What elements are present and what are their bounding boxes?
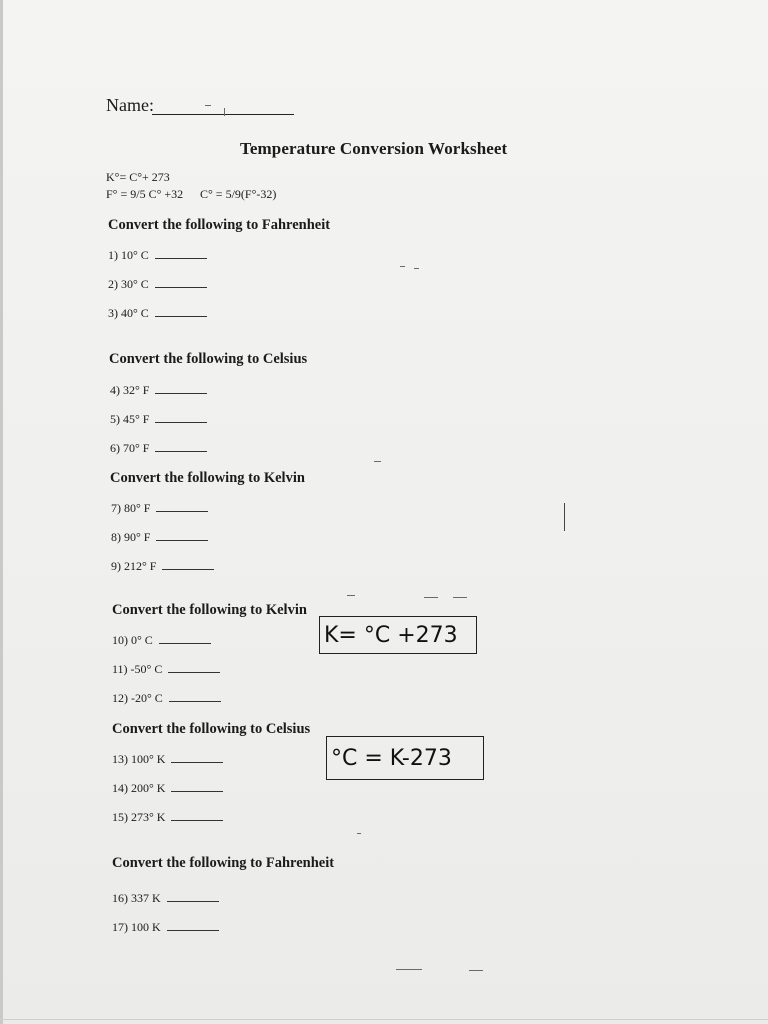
question-17 — [112, 920, 219, 935]
question-label: 6) 70° F — [110, 441, 150, 455]
stray-mark — [469, 970, 483, 971]
formula-kelvin: K°= C°+ 273 — [106, 170, 170, 184]
question-label: 15) 273° K — [112, 810, 166, 824]
question-label: 13) 100° K — [112, 752, 166, 766]
question-11 — [112, 662, 220, 677]
answer-blank[interactable] — [171, 791, 223, 792]
stray-mark — [357, 833, 361, 834]
section-heading-fahrenheit-2: Convert the following to Fahrenheit — [112, 855, 335, 871]
question-13 — [112, 752, 223, 767]
stray-mark — [347, 595, 355, 596]
formula-celsius: C° = 5/9(F°-32) — [200, 187, 277, 201]
formula-fahrenheit: F° = 9/5 C° +32 — [106, 187, 184, 201]
stray-mark — [414, 268, 419, 269]
answer-blank[interactable] — [162, 569, 214, 570]
question-16 — [112, 891, 219, 906]
handwritten-text: °C = K-273 — [331, 745, 452, 771]
answer-blank[interactable] — [156, 511, 208, 512]
scan-edge-bottom — [0, 1019, 768, 1020]
page-title: Temperature Conversion Worksheet — [240, 139, 508, 158]
stray-mark — [396, 969, 422, 970]
handwritten-kelvin-formula — [319, 616, 477, 654]
question-7 — [111, 501, 208, 516]
section-heading-kelvin-2: Convert the following to Kelvin — [112, 602, 307, 618]
answer-blank[interactable] — [167, 930, 219, 931]
question-5 — [110, 412, 207, 427]
question-label: 9) 212° F — [111, 559, 157, 573]
question-12 — [112, 691, 221, 706]
answer-blank[interactable] — [155, 451, 207, 452]
pen-mark — [205, 105, 211, 106]
answer-blank[interactable] — [155, 422, 207, 423]
section-heading-fahrenheit-1: Convert the following to Fahrenheit — [108, 217, 331, 233]
question-label: 11) -50° C — [112, 662, 163, 676]
answer-blank[interactable] — [155, 258, 207, 259]
question-label: 3) 40° C — [108, 306, 149, 320]
question-6 — [110, 441, 207, 456]
question-label: 7) 80° F — [111, 501, 151, 515]
question-10 — [112, 633, 211, 648]
answer-blank[interactable] — [171, 820, 223, 821]
answer-blank[interactable] — [155, 393, 207, 394]
question-15 — [112, 810, 223, 825]
stray-mark — [374, 461, 381, 462]
answer-blank[interactable] — [155, 316, 207, 317]
question-label: 10) 0° C — [112, 633, 153, 647]
stray-mark — [453, 597, 467, 598]
section-heading-celsius-1: Convert the following to Celsius — [109, 351, 308, 367]
question-label: 5) 45° F — [110, 412, 150, 426]
name-label: Name: — [106, 95, 154, 115]
pen-mark — [224, 108, 225, 116]
question-2 — [108, 277, 207, 292]
answer-blank[interactable] — [171, 762, 223, 763]
scan-edge — [0, 0, 3, 1024]
question-label: 4) 32° F — [110, 383, 150, 397]
answer-blank[interactable] — [156, 540, 208, 541]
question-1 — [108, 248, 207, 263]
section-heading-celsius-2: Convert the following to Celsius — [112, 721, 311, 737]
answer-blank[interactable] — [159, 643, 211, 644]
question-label: 12) -20° C — [112, 691, 163, 705]
question-8 — [111, 530, 208, 545]
stray-mark — [564, 503, 565, 531]
section-heading-kelvin-1: Convert the following to Kelvin — [110, 470, 305, 486]
question-3 — [108, 306, 207, 321]
handwritten-celsius-formula — [326, 736, 484, 780]
answer-blank[interactable] — [169, 701, 221, 702]
question-label: 2) 30° C — [108, 277, 149, 291]
answer-blank[interactable] — [168, 672, 220, 673]
question-4 — [110, 383, 207, 398]
question-label: 14) 200° K — [112, 781, 166, 795]
question-14 — [112, 781, 223, 796]
stray-mark — [400, 266, 405, 267]
answer-blank[interactable] — [155, 287, 207, 288]
question-label: 16) 337 K — [112, 891, 161, 905]
stray-mark — [424, 597, 438, 598]
question-9 — [111, 559, 214, 574]
handwritten-text: K= °C +273 — [324, 622, 458, 648]
name-field-line[interactable] — [152, 114, 294, 115]
question-label: 1) 10° C — [108, 248, 149, 262]
question-label: 8) 90° F — [111, 530, 151, 544]
answer-blank[interactable] — [167, 901, 219, 902]
question-label: 17) 100 K — [112, 920, 161, 934]
